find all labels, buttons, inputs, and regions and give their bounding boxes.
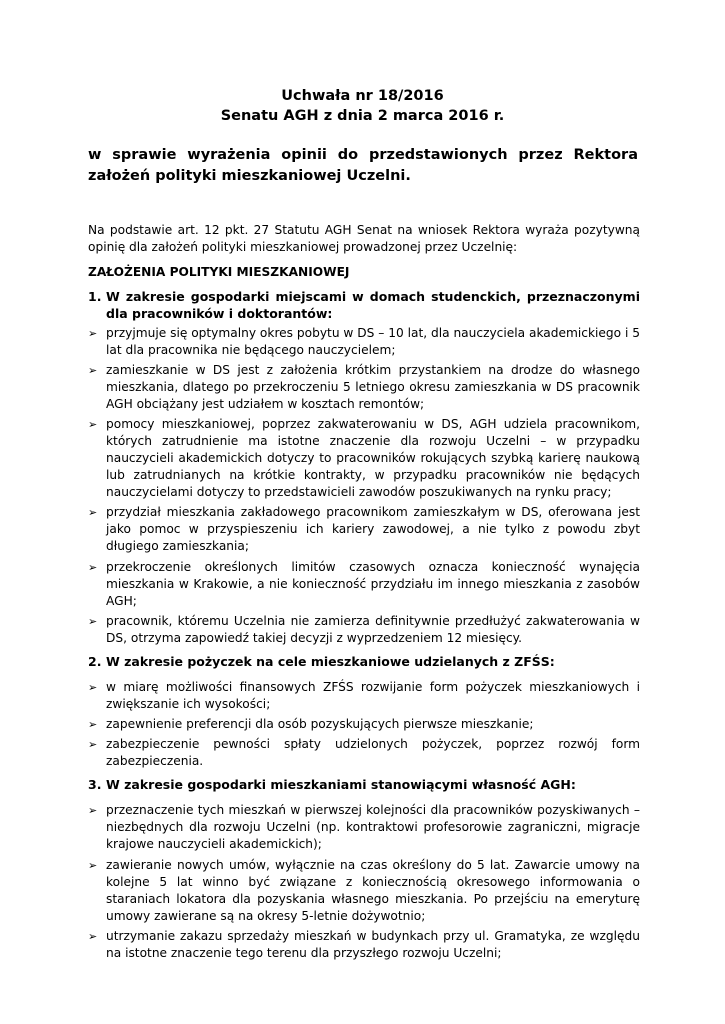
section-number: 3. — [88, 777, 102, 792]
list-item: zapewnienie preferencji dla osób pozyskujących pierwsze mieszkanie; — [106, 717, 534, 731]
list-item: przydział mieszkania zakładowego pracownikom zamieszkałym w DS, oferowana jest jako pomoc w przyspieszeniu ich kariery zawodowej, a nie tylko z powodu zbyt długiego zamieszkania; — [106, 505, 640, 553]
list-item: zamieszkanie w DS jest z założenia krótkim przystankiem na drodze do własnego mieszkania, dlatego po przekroczeniu 5 letniego okresu zamieszkania w DS pracownik AGH obciążany jest udziałem w kosztach remontów; — [106, 363, 640, 411]
list-item: przeznaczenie tych mieszkań w pierwszej kolejności dla pracowników pozyskiwanych – niezbędnych dla rozwoju Uczelni (np. kontraktowi profesorowie zagraniczni, migracje krajowe nauczycieli akademickich); — [106, 803, 640, 851]
list-item: zawieranie nowych umów, wyłącznie na czas określony do 5 lat. Zawarcie umowy na kolejne 5 lat winno być związane z koniecznością okresowego informowania o staraniach lokatora dla pozyskania własnego mieszkania. Po przejściu na emeryturę umowy zawierane są na okresy 5-letnie dożywotnio; — [106, 858, 640, 923]
bullet-arrow-icon: ➢ — [88, 681, 98, 694]
list-item: pomocy mieszkaniowej, poprzez zakwaterowaniu w DS, AGH udziela pracownikom, których zatrudnienie ma istotne znaczenie dla rozwoju Uczelni – w przypadku nauczycieli akademickich dotyczy to pracowników rokujących szybką karierę naukową lub zatrudnianych na krótkie kontrakty, w przypadku pracowników nie będących nauczycielami dotyczy to przedstawicieli zawodów poszukiwanych na rynku pracy; — [106, 417, 640, 499]
resolution-senate-date: Senatu AGH z dnia 2 marca 2016 r. — [220, 108, 505, 124]
bullet-arrow-icon: ➢ — [88, 930, 98, 943]
list-item: pracownik, któremu Uczelnia nie zamierza definitywnie przedłużyć zakwaterowania w DS, otrzyma zapowiedź takiej decyzji z wyprzedzeniem 12 miesięcy. — [106, 614, 640, 645]
section-number: 1. — [88, 289, 102, 304]
bullet-arrow-icon: ➢ — [88, 327, 98, 340]
policy-heading: ZAŁOŻENIA POLITYKI MIESZKANIOWEJ — [88, 265, 350, 279]
resolution-subject: w sprawie wyrażenia opinii do przedstawionych przez Rektora założeń polityki mieszkaniowej Uczelni. — [88, 147, 638, 184]
intro-paragraph: Na podstawie art. 12 pkt. 27 Statutu AGH Senat na wniosek Rektora wyraża pozytywną opinię dla założeń polityki mieszkaniowej prowadzonej przez Uczelnię: — [88, 223, 640, 254]
list-item: przyjmuje się optymalny okres pobytu w DS – 10 lat, dla nauczyciela akademickiego i 5 lat dla pracownika nie będącego nauczycielem; — [106, 326, 640, 357]
section-title: W zakresie gospodarki mieszkaniami stanowiącymi własność AGH: — [106, 777, 576, 792]
bullet-arrow-icon: ➢ — [88, 561, 98, 574]
bullet-arrow-icon: ➢ — [88, 615, 98, 628]
resolution-title: Uchwała nr 18/2016 — [281, 88, 444, 104]
bullet-arrow-icon: ➢ — [88, 859, 98, 872]
bullet-arrow-icon: ➢ — [88, 738, 98, 751]
bullet-arrow-icon: ➢ — [88, 364, 98, 377]
bullet-arrow-icon: ➢ — [88, 718, 98, 731]
section-number: 2. — [88, 654, 102, 669]
list-item: utrzymanie zakazu sprzedaży mieszkań w budynkach przy ul. Gramatyka, ze względu na istotne znaczenie tego terenu dla przyszłego rozwoju Uczelni; — [106, 929, 640, 960]
section-title: W zakresie pożyczek na cele mieszkaniowe udzielanych z ZFŚS: — [106, 654, 555, 669]
section-title: W zakresie gospodarki miejscami w domach studenckich, przeznaczonymi dla pracowników i doktorantów: — [106, 289, 640, 321]
bullet-arrow-icon: ➢ — [88, 506, 98, 519]
list-item: przekroczenie określonych limitów czasowych oznacza konieczność wynajęcia mieszkania w Krakowie, a nie konieczność przydziału im innego mieszkania z zasobów AGH; — [106, 560, 640, 608]
list-item: zabezpieczenie pewności spłaty udzielonych pożyczek, poprzez rozwój form zabezpieczenia. — [106, 737, 640, 768]
bullet-arrow-icon: ➢ — [88, 418, 98, 431]
bullet-arrow-icon: ➢ — [88, 804, 98, 817]
list-item: w miarę możliwości finansowych ZFŚS rozwijanie form pożyczek mieszkaniowych i zwiększanie ich wysokości; — [106, 680, 640, 711]
